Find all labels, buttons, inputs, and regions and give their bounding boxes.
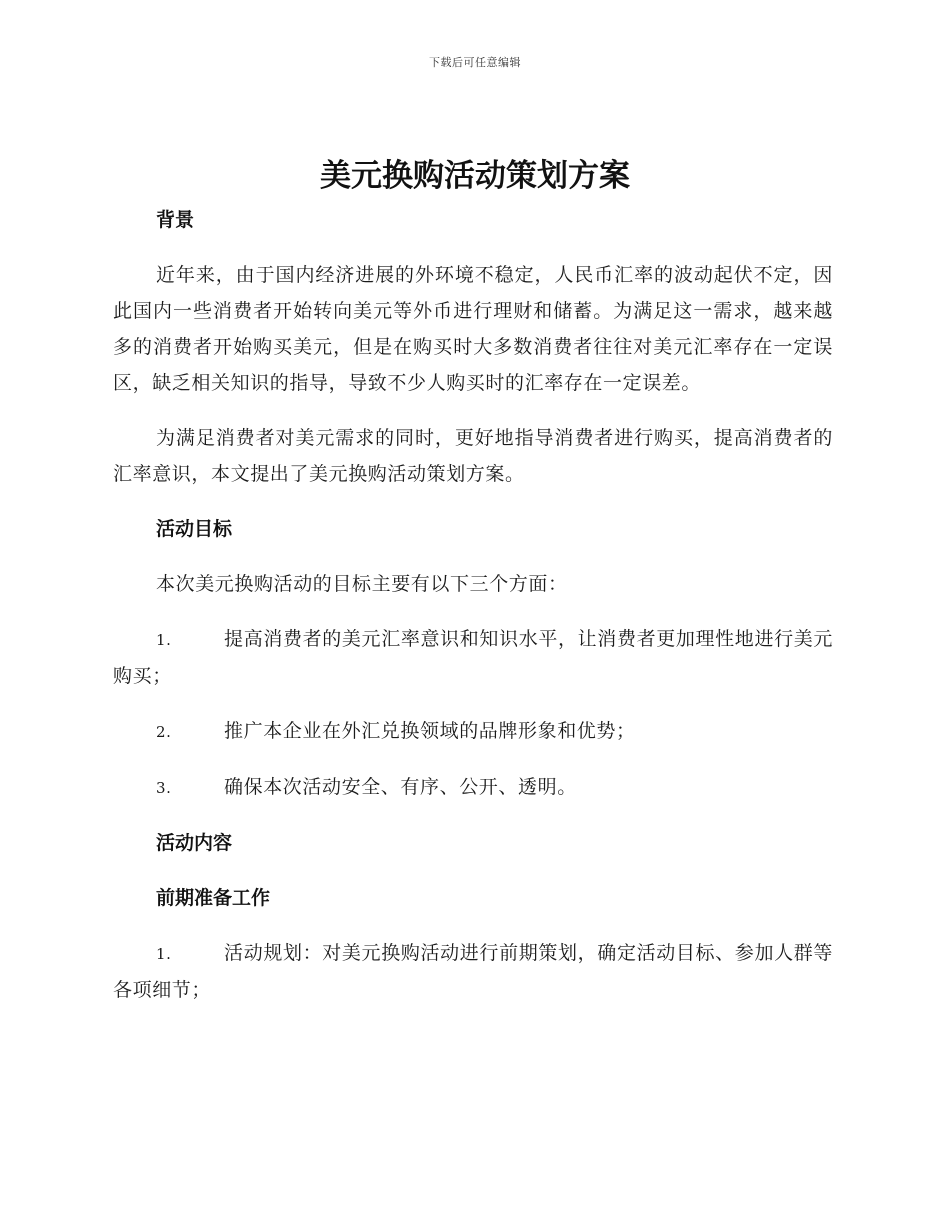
goals-intro: 本次美元换购活动的目标主要有以下三个方面： xyxy=(156,573,568,595)
document-body xyxy=(113,202,833,1008)
list-item xyxy=(113,935,833,1008)
list-text: 推广本企业在外汇兑换领域的品牌形象和优势； xyxy=(224,720,636,742)
list-item xyxy=(113,769,833,806)
list-number: 3. xyxy=(156,779,172,797)
list-text: 提高消费者的美元汇率意识和知识水平，让消费者更加理性地进行美元购买； xyxy=(113,628,833,687)
background-paragraph-1: 近年来，由于国内经济进展的外环境不稳定，人民币汇率的波动起伏不定，因此国内一些消费者开始转向美元等外币进行理财和储蓄。为满足这一需求，越来越多的消费者开始购买美元，但是在购买时大多数消费者往往对美元汇率存在一定误区，缺乏相关知识的指导，导致不少人购买时的汇率存在一定误差。 xyxy=(113,264,833,394)
list-text: 活动规划：对美元换购活动进行前期策划，确定活动目标、参加人群等各项细节； xyxy=(113,942,833,1001)
list-text: 确保本次活动安全、有序、公开、透明。 xyxy=(224,776,577,798)
background-paragraph-2: 为满足消费者对美元需求的同时，更好地指导消费者进行购买，提高消费者的汇率意识，本文提出了美元换购活动策划方案。 xyxy=(113,427,833,485)
subsection-heading-preparation: 前期准备工作 xyxy=(156,887,271,909)
section-heading-background: 背景 xyxy=(156,209,195,231)
section-heading-content: 活动内容 xyxy=(156,832,233,854)
list-item xyxy=(113,713,833,750)
list-number: 1. xyxy=(156,945,172,963)
list-number: 1. xyxy=(156,631,172,649)
section-heading-goals: 活动目标 xyxy=(156,518,233,540)
document-title: 美元换购活动策划方案 xyxy=(320,158,630,194)
header-note: 下载后可任意编辑 xyxy=(429,56,521,69)
list-item xyxy=(113,621,833,694)
list-number: 2. xyxy=(156,723,172,741)
